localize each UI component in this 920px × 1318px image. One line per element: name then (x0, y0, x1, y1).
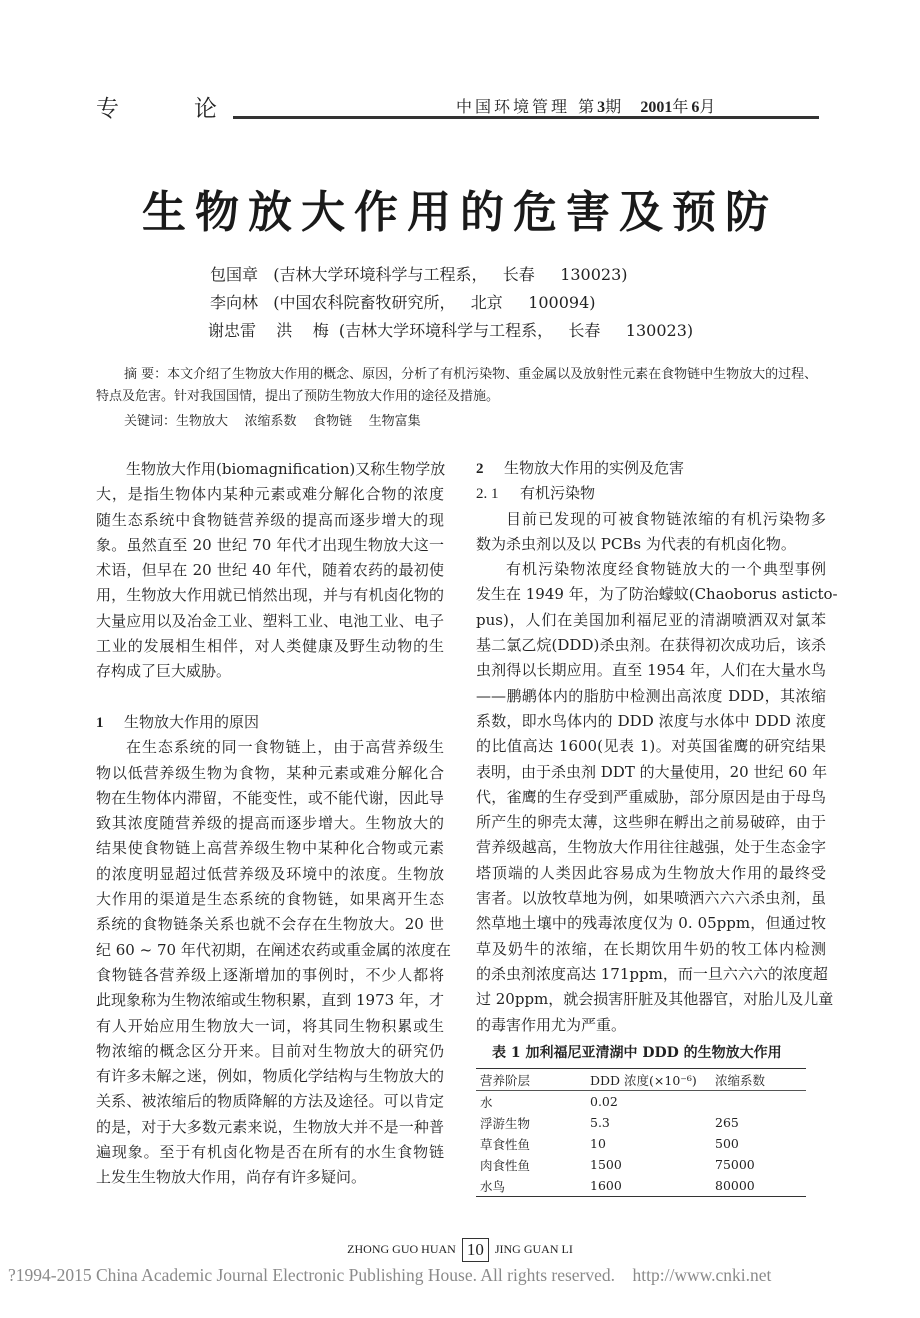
text-line: 遍现象。至于有机卤化物是否在所有的水生食物链 (96, 1143, 444, 1162)
table-cell: 草食性鱼 (480, 1136, 531, 1152)
text-line: 目前已发现的可被食物链浓缩的有机污染物多 (506, 509, 826, 528)
heading-number: 1 (96, 714, 104, 731)
text-line: 用，生物放大作用就已悄然出现，并与有机卤化物的 (96, 586, 444, 605)
text-line: 关系、被浓缩后的物质降解的方法及途径。可以肯定 (96, 1092, 444, 1111)
text-line: 象。虽然直至 20 世纪 70 年代才出现生物放大这一 (96, 535, 444, 554)
text-line: 大，是指生物体内某种元素或难分解化合物的浓度 (96, 485, 444, 504)
text-line: 大量应用以及冶金工业、塑料工业、电池工业、电子 (96, 611, 444, 630)
text-line: 生物放大作用(biomagnification)又称生物学放 (126, 460, 446, 478)
text-line: 的毒害作用尤为严重。 (476, 1015, 627, 1034)
month: 6 (691, 99, 700, 116)
table-cell: 5.3 (590, 1115, 610, 1130)
text-line: 存构成了巨大威胁。 (96, 662, 232, 681)
year-suffix: 年 (672, 97, 692, 116)
section-heading-2 (476, 456, 826, 481)
text-line: 表明，由于杀虫剂 DDT 的大量使用，20 世纪 60 年 (476, 762, 828, 781)
copyright-notice: ?1994-2015 China Academic Journal Electronic Publishing House. All rights reserved. http://www.cnki.net (8, 1265, 772, 1285)
text-line: 系统的食物链条关系也就不会存在生物放大。20 世 (96, 915, 444, 934)
text-line: 过 20ppm，就会损害肝脏及其他器官，对胎儿及儿童 (476, 990, 834, 1009)
footer-right: JING GUAN LI (494, 1241, 573, 1256)
text-line: 随生态系统中食物链营养级的提高而逐步增大的现 (96, 510, 444, 529)
text-line: 的杀虫剂浓度高达 171ppm，而一旦六六六的浓度超 (476, 964, 828, 983)
column-header: DDD 浓度(×10⁻⁶) (590, 1072, 697, 1088)
table-cell: 10 (590, 1136, 606, 1151)
table-cell: 浮游生物 (480, 1115, 531, 1131)
page-footer (0, 1238, 920, 1262)
text-line: 上发生生物放大作用，尚存有许多疑问。 (96, 1168, 367, 1187)
author-line: 李向林 (中国农科院畜牧研究所， 北京 100094) (210, 293, 596, 312)
article-title: 生物放大作用的危害及预防 (142, 187, 778, 238)
heading-text: 生物放大作用的实例及危害 (504, 459, 685, 477)
text-line: 纪 60 ~ 70 年代初期，在阐述农药或重金属的浓度在 (96, 940, 451, 959)
author-line: 谢忠雷 洪 梅 (吉林大学环境科学与工程系， 长春 130023) (208, 321, 694, 340)
table-cell: 500 (715, 1136, 739, 1151)
issue-number: 3 (597, 99, 606, 116)
heading-text: 生物放大作用的原因 (124, 712, 260, 731)
paragraph (476, 507, 826, 558)
section-label-char: 论 (194, 96, 217, 122)
text-line: 营养级越高，生物放大作用往往越强，处于生态金字 (476, 838, 826, 857)
table-cell: 肉食性鱼 (480, 1157, 531, 1173)
text-line: 物浓缩的概念区分开来。目前对生物放大的研究仍 (96, 1041, 444, 1060)
table-cell: 水 (480, 1094, 493, 1110)
table-1 (476, 1042, 806, 1197)
paragraph (96, 457, 444, 685)
footer-left: ZHONG GUO HUAN (347, 1241, 456, 1256)
issue-suffix: 期 (605, 97, 625, 116)
year: 2001 (640, 99, 673, 116)
text-line: 虫剂得以长期应用。直至 1954 年，人们在大量水鸟 (476, 661, 826, 680)
table-cell: 75000 (715, 1157, 755, 1172)
table-row (476, 1175, 806, 1196)
left-column (96, 457, 451, 1191)
section-label-char: 专 (96, 96, 119, 122)
paragraph (96, 735, 451, 1190)
month-suffix: 月 (699, 97, 719, 116)
table-cell: 1500 (590, 1157, 622, 1172)
text-line: 塔顶端的人类因此容易成为生物放大作用的最终受 (476, 863, 826, 882)
text-line: 的比值高达 1600(见表 1)。对英国雀鹰的研究结果 (476, 737, 826, 756)
text-line: 食物链各营养级上逐渐增加的事例时，不少人都将 (96, 965, 444, 984)
text-line: 工业的发展相生相伴，对人类健康及野生动物的生 (96, 637, 444, 656)
text-line: 的是，对于大多数元素来说，生物放大并不是一种普 (96, 1117, 444, 1136)
text-line: 术语，但早在 20 世纪 40 年代，随着农药的最初使 (96, 561, 444, 580)
text-line: 此现象称为生物浓缩或生物积累，直到 1973 年，才 (96, 991, 444, 1010)
keywords-label: 关键词： (124, 414, 177, 429)
journal-name: 中国环境管理 (456, 97, 571, 116)
text-line: 数为杀虫剂以及以 PCBs 为代表的有机卤化物。 (476, 534, 796, 553)
text-line: 系数，即水鸟体内的 DDD 浓度与水体中 DDD 浓度 (476, 711, 826, 730)
text-line: 致其浓度随营养级的提高而逐步增大。生物放大的 (96, 814, 444, 833)
issue-prefix: 第 (578, 97, 598, 116)
text-line: 大作用的渠道是生态系统的食物链，如果离开生态 (96, 890, 444, 909)
subsection-heading-2-1 (476, 481, 826, 506)
text-line: ——鹏鹕体内的脂肪中检测出高浓度 DDD，其浓缩 (476, 686, 826, 705)
table-caption: 表 1 加利福尼亚清湖中 DDD 的生物放大作用 (492, 1045, 782, 1061)
keywords-text: 生物放大 浓缩系数 食物链 生物富集 (176, 414, 421, 429)
text-line: 有机污染物浓度经食物链放大的一个典型事例 (506, 560, 826, 579)
journal-info (456, 94, 718, 117)
text-line: 发生在 1949 年，为了防治蠓蚊(Chaoborus asticto- (476, 585, 838, 604)
text-line: 草及奶牛的浓缩，在长期饮用牛奶的牧工体内检测 (476, 939, 826, 958)
text-line: 所产生的卵壳太薄，这些卵在孵出之前易破碎，由于 (476, 813, 826, 832)
table-cell: 80000 (715, 1178, 755, 1193)
table-cell: 0.02 (590, 1094, 618, 1109)
table-cell: 1600 (590, 1178, 622, 1193)
text-line: 害者。以放牧草地为例，如果喷洒六六六杀虫剂，虽 (476, 889, 826, 908)
heading-number: 2. 1 (476, 486, 499, 503)
right-column (476, 456, 838, 1038)
table-row (476, 1091, 806, 1112)
table-row (476, 1112, 806, 1133)
text-line: 在生态系统的同一食物链上，由于高营养级生 (126, 738, 444, 757)
abstract-label: 摘 要： (124, 367, 168, 382)
page-number: 10 (462, 1238, 489, 1262)
text-line: 的浓度明显超过低营养级及环境中的浓度。生物放 (96, 864, 444, 883)
table-cell: 265 (715, 1115, 739, 1130)
paragraph (476, 557, 838, 1038)
keywords (124, 410, 421, 429)
heading-text: 有机污染物 (520, 484, 596, 503)
text-line: 有人开始应用生物放大一词，将其同生物积累或生 (96, 1016, 444, 1035)
abstract (96, 364, 828, 408)
table-header-row (476, 1069, 806, 1090)
text-line: 物以低营养级生物为食物，某种元素或难分解化合 (96, 763, 444, 782)
author-line: 包国章 (吉林大学环境科学与工程系， 长春 130023) (210, 265, 628, 284)
heading-number: 2 (476, 461, 484, 477)
text-line: pus)，人们在美国加利福尼亚的清湖喷洒双对氯苯 (476, 610, 826, 629)
abstract-text: 本文介绍了生物放大作用的概念、原因，分析了有机污染物、重金属以及放射性元素在食物链中生物放大的过程、特点及危害。针对我国国情，提出了预防生物放大作用的途径及措施。 (96, 367, 818, 404)
text-line: 有许多未解之迷，例如，物质化学结构与生物放大的 (96, 1067, 444, 1086)
text-line: 物在生物体内滞留，不能变性，或不能代谢，因此导 (96, 788, 444, 807)
table-row (476, 1154, 806, 1175)
section-heading-1 (96, 710, 444, 735)
text-line: 然草地土壤中的残毒浓度仅为 0. 05ppm，但通过牧 (476, 914, 826, 933)
table-row (476, 1133, 806, 1154)
text-line: 基二氯乙烷(DDD)杀虫剂。在获得初次成功后，该杀 (476, 636, 826, 655)
column-header: 营养阶层 (480, 1072, 531, 1088)
text-line: 代，雀鹰的生存受到严重威胁，部分原因是由于母鸟 (476, 787, 826, 806)
text-line: 结果使食物链上高营养级生物中某种化合物或元素 (96, 839, 444, 858)
table-cell: 水鸟 (480, 1178, 506, 1194)
column-header: 浓缩系数 (715, 1072, 766, 1088)
